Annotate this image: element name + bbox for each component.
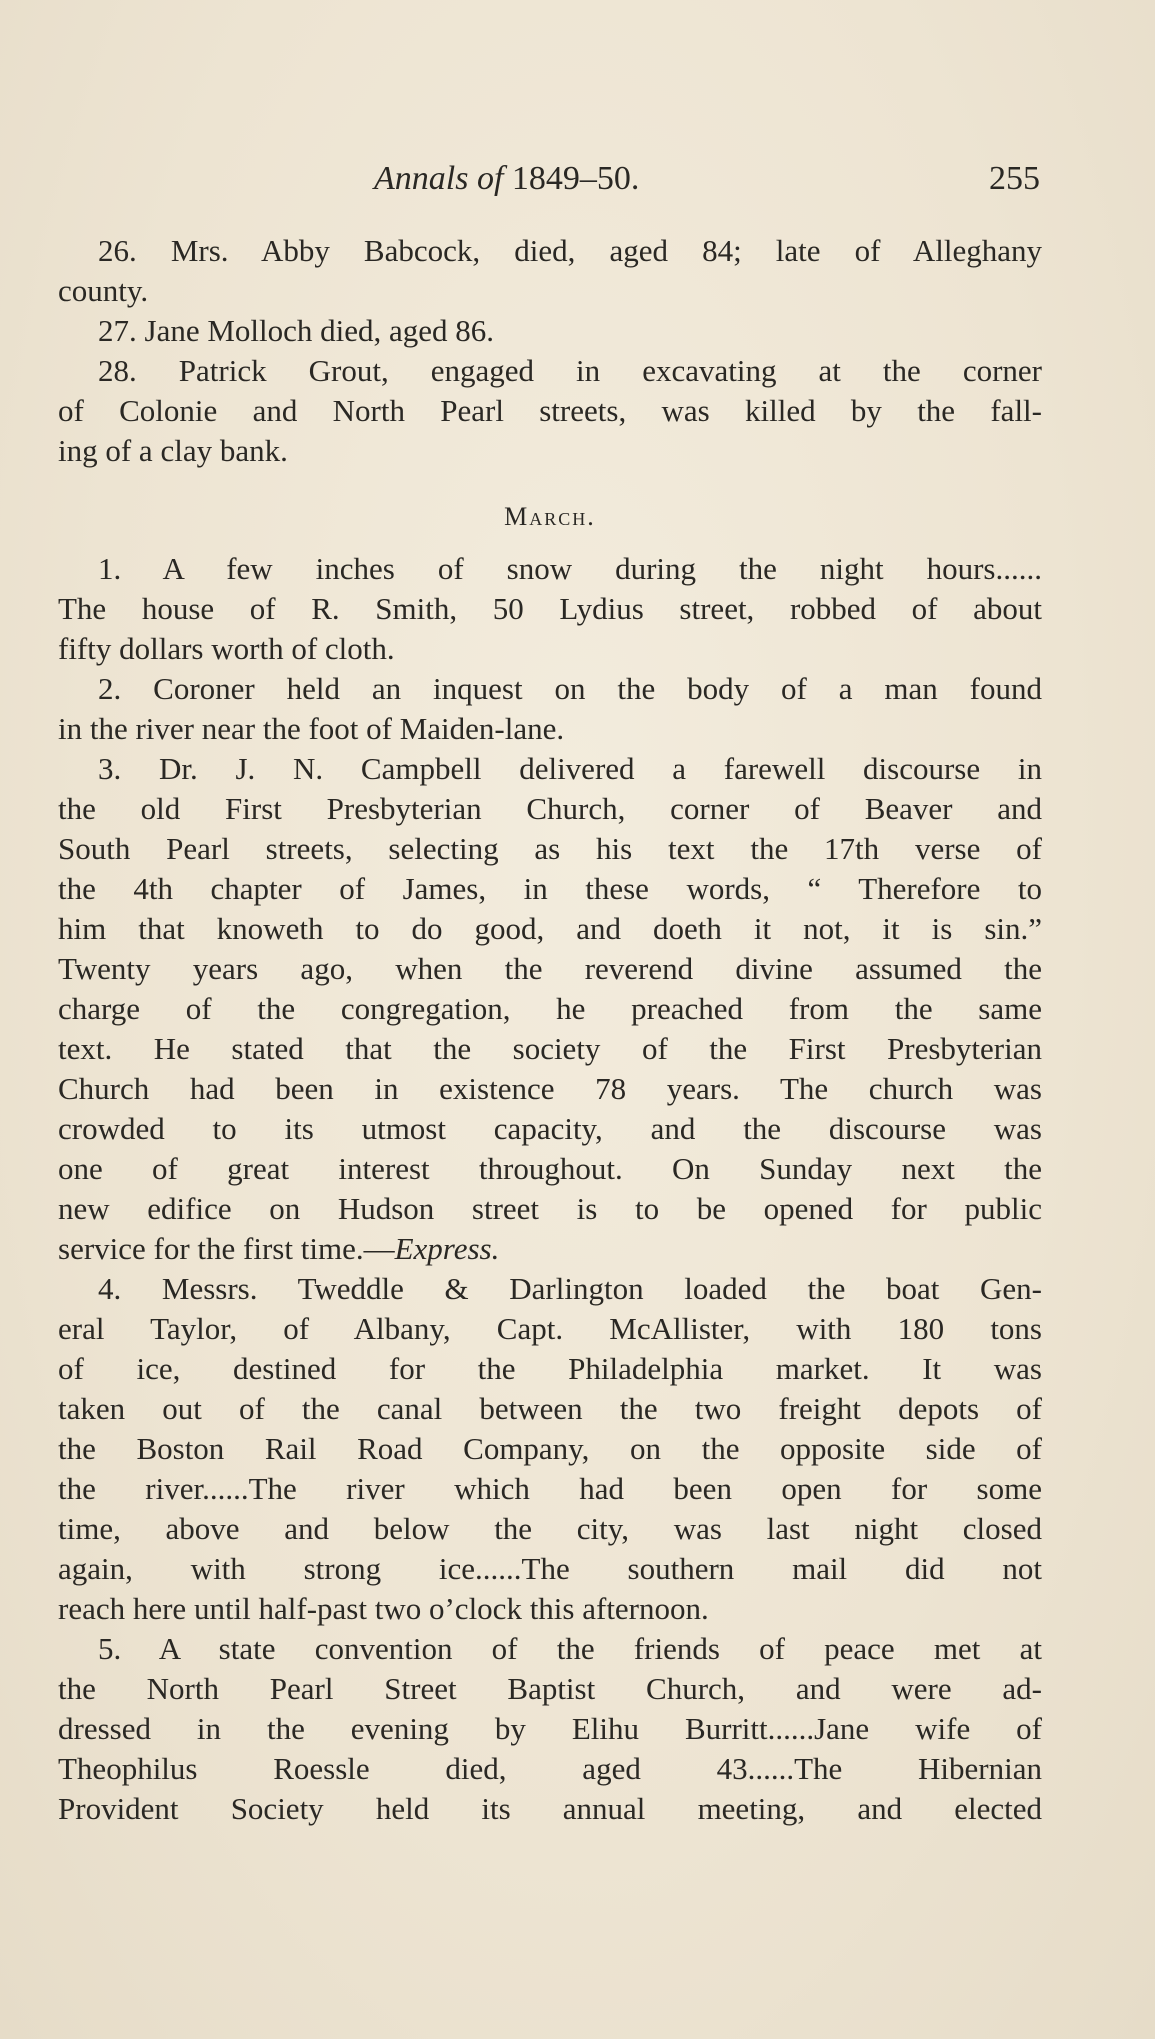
text-line: Church had been in existence 78 years. The church was xyxy=(58,1071,1042,1106)
page-number: 255 xyxy=(989,160,1040,197)
text-line: county. xyxy=(58,273,149,308)
entry-march-1 xyxy=(58,549,1042,669)
text-line-segment: service for the first time.— xyxy=(58,1231,395,1266)
text-line: dressed in the evening by Elihu Burritt......Jane wife of xyxy=(58,1711,1042,1746)
text-line: one of great interest throughout. On Sunday next the xyxy=(58,1151,1042,1186)
entry-27 xyxy=(58,311,1042,351)
text-line: taken out of the canal between the two freight depots of xyxy=(58,1391,1042,1426)
text-line: Twenty years ago, when the reverend divine assumed the xyxy=(58,951,1042,986)
text-line: the 4th chapter of James, in these words, “ Therefore to xyxy=(58,871,1042,906)
text-line: eral Taylor, of Albany, Capt. McAllister, with 180 tons xyxy=(58,1311,1042,1346)
entry-march-4 xyxy=(58,1269,1042,1629)
text-line: 28. Patrick Grout, engaged in excavating at the corner xyxy=(98,353,1042,388)
entry-march-3 xyxy=(58,749,1042,1269)
text-line: charge of the congregation, he preached from the same xyxy=(58,991,1042,1026)
entry-march-2 xyxy=(58,669,1042,749)
text-line: reach here until half-past two o’clock this afternoon. xyxy=(58,1591,709,1626)
text-line: 27. Jane Molloch died, aged 86. xyxy=(98,313,495,348)
text-line: time, above and below the city, was last night closed xyxy=(58,1511,1042,1546)
text-line: fifty dollars worth of cloth. xyxy=(58,631,395,666)
text-line: Provident Society held its annual meeting, and elected xyxy=(58,1791,1042,1826)
running-title-of: of xyxy=(476,160,504,197)
section-heading-march xyxy=(58,497,1042,537)
running-title-years: 1849–50. xyxy=(511,160,640,197)
text-line: 1. A few inches of snow during the night hours...... xyxy=(98,551,1042,586)
page-header xyxy=(58,160,1040,200)
section-heading-text: March. xyxy=(504,502,596,531)
text-line: him that knoweth to do good, and doeth it not, it is sin.” xyxy=(58,911,1042,946)
running-title xyxy=(374,160,639,198)
running-title-annals: Annals xyxy=(374,160,469,197)
text-line: the old First Presbyterian Church, corner of Beaver and xyxy=(58,791,1042,826)
text-line: the river......The river which had been open for some xyxy=(58,1471,1042,1506)
text-line: of Colonie and North Pearl streets, was killed by the fall- xyxy=(58,393,1042,428)
entry-28 xyxy=(58,351,1042,471)
text-line: 4. Messrs. Tweddle & Darlington loaded the boat Gen- xyxy=(98,1271,1042,1306)
entry-march-5 xyxy=(58,1629,1042,1829)
text-line: South Pearl streets, selecting as his text the 17th verse of xyxy=(58,831,1042,866)
text-line: The house of R. Smith, 50 Lydius street, robbed of about xyxy=(58,591,1042,626)
text-line: 26. Mrs. Abby Babcock, died, aged 84; late of Alleghany xyxy=(98,233,1042,268)
body-text xyxy=(58,231,1042,1829)
source-citation-express: Express. xyxy=(394,1231,500,1266)
text-line: the Boston Rail Road Company, on the opposite side of xyxy=(58,1431,1042,1466)
text-line: the North Pearl Street Baptist Church, and were ad- xyxy=(58,1671,1042,1706)
text-line: crowded to its utmost capacity, and the discourse was xyxy=(58,1111,1042,1146)
text-line: new edifice on Hudson street is to be opened for public xyxy=(58,1191,1042,1226)
text-line: of ice, destined for the Philadelphia market. It was xyxy=(58,1351,1042,1386)
text-line: in the river near the foot of Maiden-lane. xyxy=(58,711,565,746)
text-line: 5. A state convention of the friends of peace met at xyxy=(98,1631,1042,1666)
text-line xyxy=(58,1229,1042,1269)
text-line: ing of a clay bank. xyxy=(58,433,288,468)
text-line: again, with strong ice......The southern mail did not xyxy=(58,1551,1042,1586)
text-line: 3. Dr. J. N. Campbell delivered a farewell discourse in xyxy=(98,751,1042,786)
entry-26 xyxy=(58,231,1042,311)
text-line: text. He stated that the society of the First Presbyterian xyxy=(58,1031,1042,1066)
text-line: 2. Coroner held an inquest on the body of a man found xyxy=(98,671,1042,706)
text-line: Theophilus Roessle died, aged 43......The Hibernian xyxy=(58,1751,1042,1786)
